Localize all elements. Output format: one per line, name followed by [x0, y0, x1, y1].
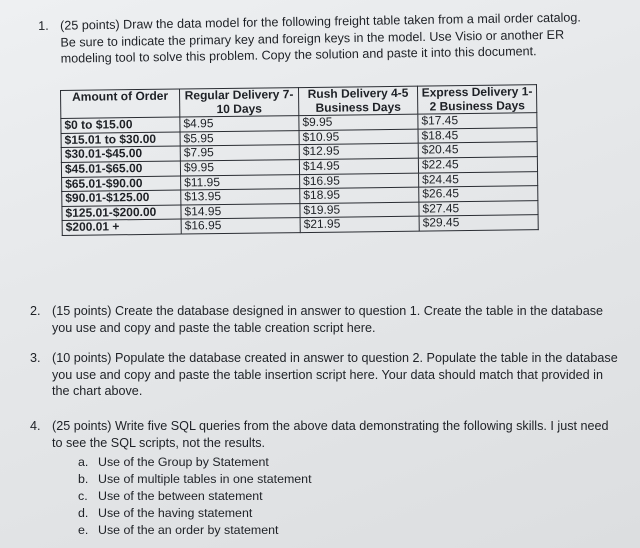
table-cell: $18.45	[418, 127, 537, 143]
question-text: (15 points) Create the database designed in answer to question 1. Create the table in the database you use and copy and paste the table creation script here.	[52, 304, 603, 335]
sql-skills-list	[78, 454, 312, 539]
table-cell: $9.95	[180, 160, 299, 176]
question-text: (10 points) Populate the database created in answer to question 2. Populate the table in the database you use and copy and paste the table insertion script here. Your data should match that provided in the chart above.	[52, 351, 618, 398]
table-cell: $200.01 +	[62, 219, 181, 235]
table-cell: $24.45	[419, 171, 538, 187]
table-cell: $65.01-$90.00	[62, 176, 181, 192]
table-header-cell: Regular Delivery 7-10 Days	[179, 88, 298, 118]
list-item-letter: c.	[78, 489, 88, 503]
list-item	[78, 505, 312, 522]
table-cell: $29.45	[419, 215, 538, 231]
table-cell: $17.45	[418, 113, 537, 129]
list-item	[78, 454, 312, 471]
list-item-text: Use of the an order by statement	[98, 523, 279, 537]
table-cell: $90.01-$125.00	[62, 190, 181, 206]
question-text: (25 points) Draw the data model for the following freight table taken from a mail order catalog. Be sure to indicate the primary key and foreign keys in the model. Use Visio or another ER modeling tool to solve this problem. Copy the solution and paste it into this document.	[60, 10, 581, 66]
list-item-letter: b.	[78, 472, 89, 486]
list-item-letter: d.	[78, 506, 89, 520]
table-cell: $4.95	[180, 116, 299, 132]
table-cell: $5.95	[180, 130, 299, 146]
table-cell: $27.45	[419, 200, 538, 216]
table-cell: $20.45	[418, 142, 537, 158]
table-cell: $7.95	[180, 145, 299, 161]
table-cell: $11.95	[181, 174, 300, 190]
list-item-text: Use of the between statement	[98, 489, 263, 503]
freight-table	[60, 84, 539, 236]
table-header-cell: Amount of Order	[61, 89, 180, 119]
list-item	[78, 522, 312, 539]
list-item-text: Use of the Group by Statement	[98, 455, 269, 469]
table-cell: $18.95	[300, 187, 419, 203]
table-cell: $30.01-$45.00	[61, 146, 180, 162]
table-cell: $9.95	[299, 114, 418, 130]
table-header-cell: Rush Delivery 4-5 Business Days	[298, 86, 417, 116]
table-cell: $0 to $15.00	[61, 117, 180, 133]
table-cell: $125.01-$200.00	[62, 205, 181, 221]
table-cell: $16.95	[181, 218, 300, 234]
table-cell: $10.95	[299, 129, 418, 145]
question-number: 4.	[30, 419, 41, 433]
list-item	[78, 471, 312, 488]
table-cell: $16.95	[300, 173, 419, 189]
list-item-text: Use of the having statement	[98, 506, 253, 520]
question-number: 3.	[30, 351, 41, 365]
table-cell: $19.95	[300, 202, 419, 218]
list-item-letter: e.	[78, 523, 89, 537]
table-cell: $14.95	[181, 203, 300, 219]
question-text: (25 points) Write five SQL queries from the above data demonstrating the following skills. I just need to see the SQL scripts, not the results.	[52, 419, 609, 450]
list-item-text: Use of multiple tables in one statement	[98, 472, 312, 486]
table-cell: $14.95	[299, 158, 418, 174]
question-number: 1.	[38, 18, 49, 33]
table-cell: $13.95	[181, 189, 300, 205]
question-1	[38, 9, 598, 66]
list-item	[78, 488, 312, 505]
table-cell: $26.45	[419, 186, 538, 202]
table-cell: $22.45	[418, 157, 537, 173]
table-cell: $45.01-$65.00	[61, 161, 180, 177]
table-cell: $12.95	[299, 144, 418, 160]
question-number: 2.	[30, 304, 41, 318]
table-cell: $15.01 to $30.00	[61, 132, 180, 148]
list-item-letter: a.	[78, 455, 89, 469]
table-header-cell: Express Delivery 1-2 Business Days	[417, 85, 536, 115]
table-cell: $21.95	[300, 216, 419, 232]
